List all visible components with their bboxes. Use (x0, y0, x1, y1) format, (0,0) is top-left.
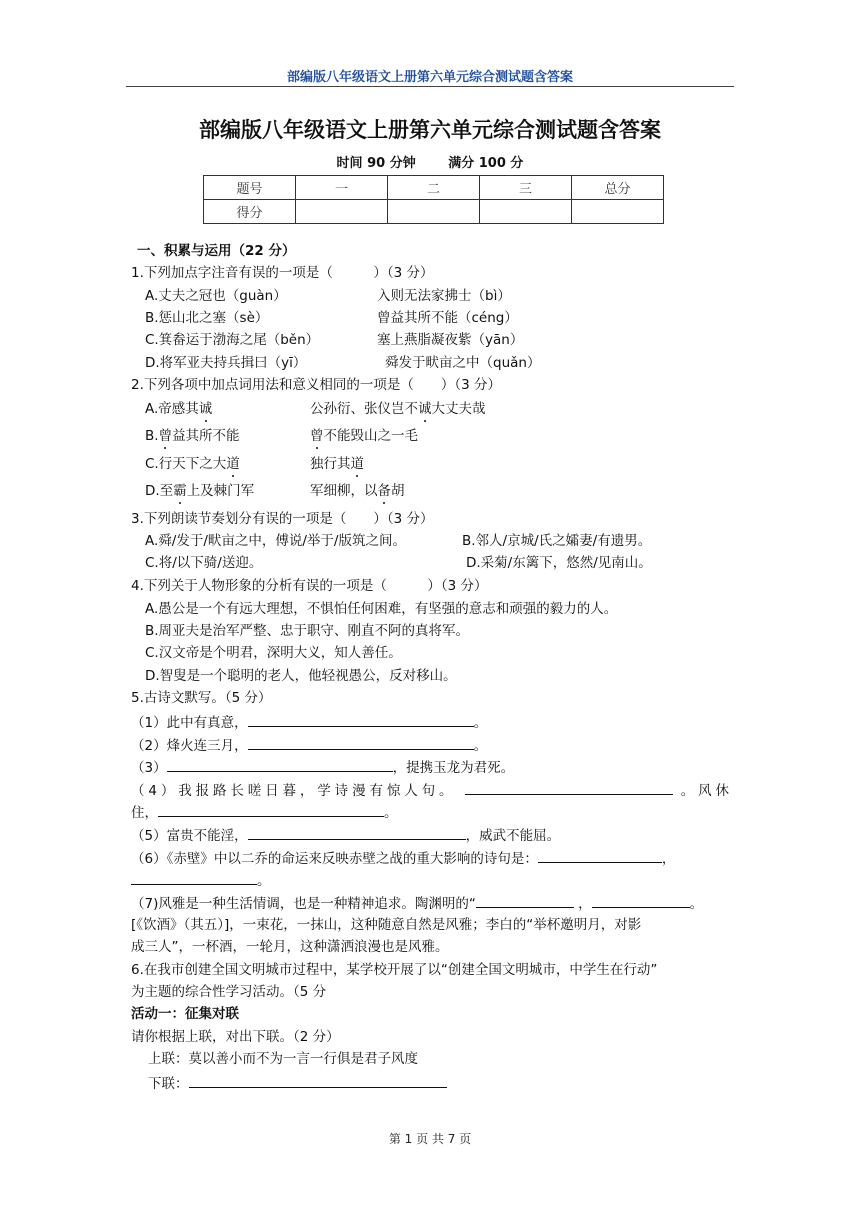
text: 公孙衍、张仪岂不 (310, 401, 418, 417)
text: 大丈夫哉 (431, 401, 486, 417)
table-header-cell: 题号 (204, 176, 296, 200)
q2-option-b-2 (310, 427, 418, 445)
q5-line-6 (131, 848, 675, 868)
dotted-char: 道 (350, 456, 364, 472)
dotted-char: 诚 (418, 401, 432, 417)
text: （3） (131, 760, 167, 776)
dotted-char: 曾 (158, 428, 173, 444)
q5-line-4 (131, 780, 729, 800)
q5-line-7b: [《饮酒》（其五）]，一束花，一抹山，这种随意自然是风雅；李白的“举杯邀明月，对影 (131, 917, 642, 933)
q1-option-d: D.将军亚夫持兵揖曰（yī） (145, 355, 307, 371)
answer-blank[interactable] (131, 870, 257, 885)
answer-blank[interactable] (538, 848, 662, 863)
question-2-stem: 2.下列各项中加点词用法和意义相同的一项是（ ）（3 分） (131, 377, 502, 393)
q3-option-c: C.将/以下骑/送迎。 (145, 555, 263, 571)
text: D.至 (145, 483, 174, 499)
answer-blank[interactable] (158, 802, 384, 817)
header-divider (126, 86, 734, 87)
couplet-upper: 上联：莫以善小而不为一言一行俱是君子风度 (148, 1051, 418, 1067)
activity-heading: 活动一：征集对联 (131, 1006, 239, 1022)
q2-option-b (145, 427, 240, 445)
dotted-char: 霸 (173, 483, 187, 499)
q3-option-b: B.邻人/京城/氏之孀妻/有遗男。 (462, 533, 652, 549)
text: ，提携玉龙为君死。 (392, 760, 515, 776)
page-title: 部编版八年级语文上册第六单元综合测试题含答案 (199, 118, 661, 142)
question-6-stem: 6.在我市创建全国文明城市过程中，某学校开展了以“创建全国文明城市，中学生在行动” (131, 962, 658, 978)
q4-option-c: C.汉文帝是个明君，深明大义，知人善任。 (145, 645, 402, 661)
text: 军细柳，以 (310, 483, 378, 499)
q3-option-d: D.采菊/东篱下，悠然/见南山。 (466, 555, 652, 571)
text: C.行天下之大 (145, 456, 227, 472)
answer-blank[interactable] (592, 893, 690, 908)
text: 。 (689, 896, 704, 912)
exam-meta (0, 152, 860, 171)
q2-option-c (145, 455, 240, 473)
text: A.帝感其 (145, 401, 199, 417)
q1-option-c-2: 塞上燕脂凝夜紫（yān） (377, 332, 524, 348)
table-row (204, 200, 664, 224)
text: 。 (473, 738, 488, 754)
dotted-char: 曾 (310, 428, 324, 444)
table-header-cell: 三 (480, 176, 572, 200)
text: B. (145, 428, 159, 444)
score-row-label: 得分 (204, 200, 296, 224)
answer-blank[interactable] (465, 780, 673, 795)
score-cell[interactable] (572, 200, 664, 224)
question-5-stem: 5.古诗文默写。（5 分） (131, 690, 272, 706)
q2-option-a (145, 400, 212, 418)
text: 上及棘门军 (186, 483, 255, 499)
q2-option-a-2 (310, 400, 486, 418)
q5-line-7 (131, 893, 703, 913)
text: （6）《赤壁》中以二乔的命运来反映赤壁之战的重大影响的诗句是： (131, 851, 538, 867)
text: （1）此中有真意， (131, 715, 248, 731)
q5-line-4b (131, 802, 398, 822)
score-table (203, 175, 664, 224)
score-cell[interactable] (480, 200, 572, 224)
text: （7)风雅是一种生活情调，也是一种精神追求。陶渊明的“ (131, 896, 476, 912)
text: 。风休 (680, 783, 730, 799)
time-limit: 时间 90 分钟 (336, 156, 416, 171)
full-score: 满分 100 分 (448, 156, 524, 171)
answer-blank[interactable] (248, 735, 474, 750)
q4-option-b: B.周亚夫是治军严整、忠于职守、刚直不阿的真将军。 (145, 623, 470, 639)
q4-option-a: A.愚公是一个有远大理想，不惧怕任何困难，有坚强的意志和顽强的毅力的人。 (145, 601, 618, 617)
dotted-char: 诚 (198, 401, 213, 417)
running-header: 部编版八年级语文上册第六单元综合测试题含答案 (286, 70, 573, 85)
text: 。 (384, 805, 398, 821)
table-header-cell: 一 (296, 176, 388, 200)
section-heading: 一、积累与运用（22 分） (137, 243, 296, 259)
q1-option-b-2: 曾益其所不能（céng） (377, 310, 518, 326)
q1-option-b: B.惩山北之塞（sè） (145, 310, 269, 326)
q5-line-2 (131, 735, 487, 755)
text: 。 (257, 873, 271, 889)
dotted-char: 备 (377, 483, 391, 499)
answer-blank[interactable] (189, 1073, 447, 1088)
answer-blank[interactable] (476, 893, 574, 908)
text: （2）烽火连三月， (131, 738, 248, 754)
question-6-stem-2: 为主题的综合性学习活动。（5 分 (131, 984, 327, 1000)
text: ， (661, 851, 676, 867)
score-cell[interactable] (296, 200, 388, 224)
q5-line-5 (131, 825, 560, 845)
table-row (204, 176, 664, 200)
table-header-cell: 总分 (572, 176, 664, 200)
activity-instruction: 请你根据上联，对出下联。（2 分） (131, 1029, 340, 1045)
q5-line-3 (131, 757, 514, 777)
question-1-stem: 1.下列加点字注音有误的一项是（ ）（3 分） (131, 265, 434, 281)
q5-line-1 (131, 712, 487, 732)
q5-line-7c: 成三人”，一杯酒，一轮月，这种潇洒浪漫也是风雅。 (131, 939, 449, 955)
text: 独行其 (310, 456, 351, 472)
text: 不能毁山之一毛 (323, 428, 418, 444)
answer-blank[interactable] (248, 712, 474, 727)
text: 胡 (391, 483, 405, 499)
question-3-stem: 3.下列朗读节奏划分有误的一项是（ ）（3 分） (131, 511, 434, 527)
question-4-stem: 4.下列关于人物形象的分析有误的一项是（ ）（3 分） (131, 578, 488, 594)
text: 。 (473, 715, 488, 731)
q5-line-6b (131, 870, 271, 890)
text: ， (578, 896, 592, 912)
q4-option-d: D.智叟是一个聪明的老人，他轻视愚公，反对移山。 (145, 668, 457, 684)
table-header-cell: 二 (388, 176, 480, 200)
text: （5）富贵不能淫， (131, 828, 248, 844)
q1-option-a-2: 入则无法家拂士（bì） (377, 288, 511, 304)
q3-option-a: A.舜/发于/畎亩之中，傅说/举于/版筑之间。 (145, 533, 406, 549)
text: 住， (131, 805, 158, 821)
answer-blank[interactable] (167, 757, 393, 772)
q1-option-d-2: 舜发于畎亩之中（quǎn） (385, 355, 541, 371)
q1-option-c: C.箕畚运于渤海之尾（běn） (145, 332, 320, 348)
couplet-lower (148, 1073, 447, 1093)
text: ，威武不能屈。 (465, 828, 561, 844)
q2-option-d-2 (310, 482, 405, 500)
q2-option-c-2 (310, 455, 364, 473)
text: （4）我报路长嗟日暮，学诗漫有惊人句。 (131, 783, 457, 799)
answer-blank[interactable] (248, 825, 466, 840)
text: 益其所不能 (172, 428, 240, 444)
q2-option-d (145, 482, 254, 500)
q1-option-a: A.丈夫之冠也（guàn） (145, 288, 287, 304)
page-number: 第 1 页 共 7 页 (388, 1132, 472, 1146)
text: 下联： (148, 1076, 189, 1092)
score-cell[interactable] (388, 200, 480, 224)
dotted-char: 道 (226, 456, 240, 472)
